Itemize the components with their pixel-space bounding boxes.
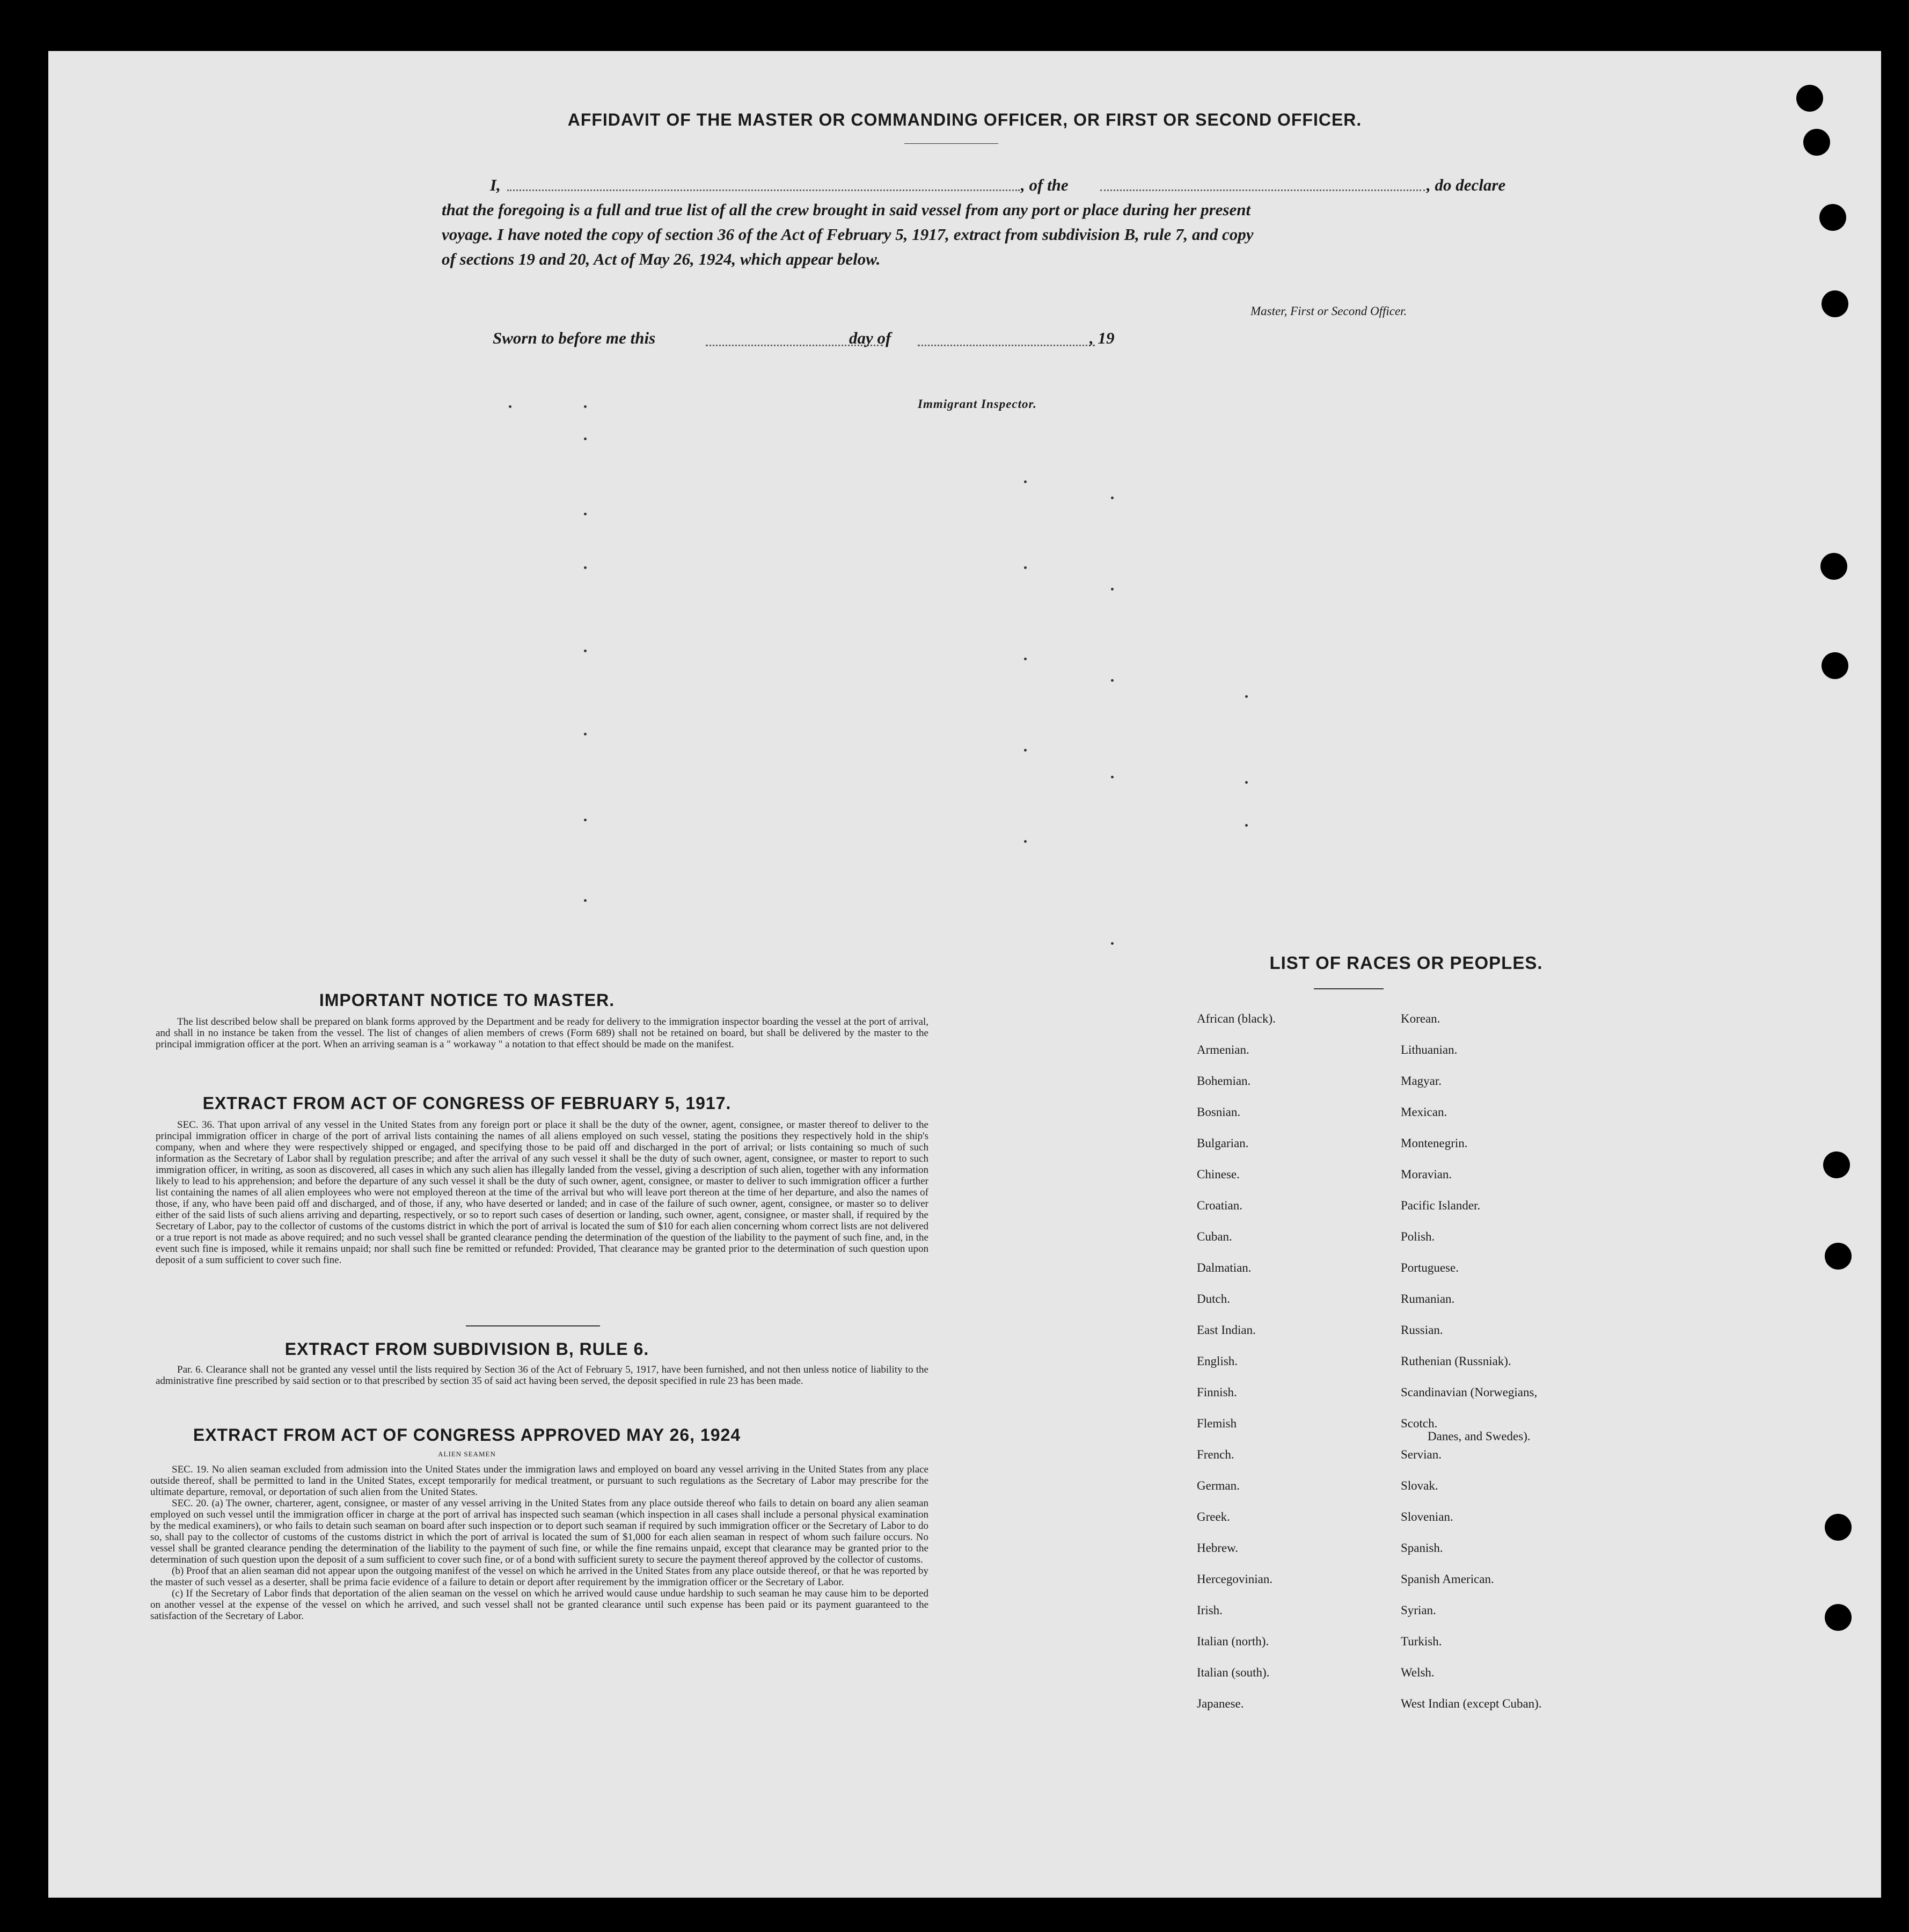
day-of-label: day of	[849, 329, 891, 347]
race-item: Chinese.	[1197, 1168, 1240, 1181]
race-item: Mexican.	[1401, 1105, 1447, 1119]
scan-mark	[1111, 679, 1114, 682]
binder-hole	[1796, 85, 1823, 112]
race-item: French.	[1197, 1448, 1234, 1461]
race-item: German.	[1197, 1479, 1240, 1492]
race-item: Magyar.	[1401, 1074, 1442, 1088]
year-label: , 19	[1089, 329, 1115, 347]
race-item: Syrian.	[1401, 1603, 1436, 1617]
race-item: Korean.	[1401, 1012, 1440, 1025]
subdivision-b-title: EXTRACT FROM SUBDIVISION B, RULE 6.	[284, 1339, 649, 1359]
affidavit-title-rule	[904, 143, 998, 144]
extract-1917-title: EXTRACT FROM ACT OF CONGRESS OF FEBRUARY 5, 1917.	[202, 1093, 732, 1113]
race-item: Italian (north).	[1197, 1635, 1269, 1648]
race-item: East Indian.	[1197, 1323, 1256, 1337]
races-title-rule	[1314, 988, 1384, 989]
race-item: Scotch.	[1401, 1417, 1438, 1430]
race-item: Pacific Islander.	[1401, 1199, 1481, 1212]
race-item: Armenian.	[1197, 1043, 1249, 1056]
scan-mark	[584, 405, 587, 408]
binder-hole	[1820, 553, 1847, 580]
sec-20c-paragraph: (c) If the Secretary of Labor finds that deportation of the alien seaman on the vessel on which he arrived would cause undue hardship to such seaman he may cause him to be deported on another vessel at the expense of the vessel on which he arrived, and such vessel shall not be granted clearance until such expense has been paid or its payment guaranteed to the satisfaction of the Secretary of Labor.	[150, 1588, 928, 1622]
affidavit-title: AFFIDAVIT OF THE MASTER OR COMMANDING OFFICER, OR FIRST OR SECOND OFFICER.	[567, 110, 1362, 129]
scan-mark	[1024, 749, 1027, 752]
races-left-column	[1197, 1012, 1276, 1728]
scan-mark	[1111, 588, 1114, 590]
race-item: Dalmatian.	[1197, 1261, 1252, 1274]
binder-hole	[1825, 1243, 1852, 1270]
scan-mark	[1024, 658, 1027, 660]
race-item: Rumanian.	[1401, 1292, 1455, 1306]
affidavit-line-2: that the foregoing is a full and true list of all the crew brought in said vessel from any port or place during her present	[442, 200, 1251, 219]
race-item: West Indian (except Cuban).	[1401, 1697, 1542, 1710]
race-item: Hercegovinian.	[1197, 1572, 1273, 1586]
race-item: Ruthenian (Russniak).	[1401, 1354, 1511, 1368]
affidavit-vessel-blank[interactable]	[1100, 189, 1425, 191]
scan-mark	[1111, 776, 1114, 778]
race-item: Turkish.	[1401, 1635, 1442, 1648]
race-item: Hebrew.	[1197, 1541, 1239, 1555]
alien-seamen-subtitle: ALIEN SEAMEN	[438, 1450, 496, 1458]
race-item: Portuguese.	[1401, 1261, 1459, 1274]
scan-mark	[509, 405, 511, 408]
binder-hole	[1822, 652, 1848, 679]
sworn-month-blank[interactable]	[918, 345, 1095, 346]
scan-mark	[584, 733, 587, 735]
scan-mark	[1024, 840, 1027, 843]
sec-20a-paragraph: SEC. 20. (a) The owner, charterer, agent, consignee, or master of any vessel arriving in the United States from any place outside thereof who fails to detain on board any alien seaman employed on such vessel until the immigration officer in charge at the port of arrival has inspected such seaman (which inspection in all cases shall include a personal physical examination by the medical examiners), or who fails to detain such seaman on board after such inspection or to deport such seaman if required by such immigration officer or the Secretary of Labor to do so, shall pay to the collector of customs of the customs district in which the port of arrival is located the sum of $1,000 for each alien seaman in respect of whom such failure occurs. No vessel shall be granted clearance pending the determination of the liability to the payment of such fine, or while the fine remains unpaid, except that clearance may be granted prior to the determination of such question upon the deposit of a sum sufficient to cover such fine, or of a bond with sufficient surety to secure the payment thereof approved by the collector of customs.	[150, 1498, 928, 1565]
race-item: Servian.	[1401, 1448, 1442, 1461]
binder-hole	[1823, 1151, 1850, 1178]
race-item: Croatian.	[1197, 1199, 1242, 1212]
race-item: Japanese.	[1197, 1697, 1244, 1710]
race-item: Scandinavian (Norwegians,	[1401, 1386, 1538, 1399]
scan-mark	[584, 899, 587, 902]
race-item: Cuban.	[1197, 1230, 1232, 1243]
race-item: Irish.	[1197, 1603, 1223, 1617]
binder-hole	[1825, 1604, 1852, 1631]
sworn-label: Sworn to before me this	[493, 329, 656, 347]
extract-1924-title: EXTRACT FROM ACT OF CONGRESS APPROVED MAY 26, 1924	[193, 1425, 741, 1445]
race-item: Spanish.	[1401, 1541, 1443, 1555]
scan-mark	[1111, 942, 1114, 945]
race-item: Montenegrin.	[1401, 1136, 1468, 1150]
extract-1917-rule	[466, 1325, 600, 1326]
notice-text	[156, 1016, 928, 1050]
affidavit-line-3: voyage. I have noted the copy of section 36 of the Act of February 5, 1917, extract from subdivision B, rule 7, and copy	[442, 225, 1254, 244]
race-item: Lithuanian.	[1401, 1043, 1458, 1056]
inspector-caption: Immigrant Inspector.	[918, 397, 1037, 411]
sec-36-paragraph: SEC. 36. That upon arrival of any vessel in the United States from any foreign port or place it shall be the duty of the owner, agent, consignee, or master thereof to deliver to the principal immigration officer in charge of the port of arrival lists containing the names of all aliens employed on such vessel, stating the positions they respectively hold in the ship's company, when and where they were respectively shipped or engaged, and specifying those to be paid off and discharged in the port of arrival; or lists containing so much of such information as the Secretary of Labor shall by regulation prescribe; and after the arrival of any such vessel it shall be the duty of such owner, agent, consignee, or master to report to such immigration officer, in writing, as soon as discovered, all cases in which any such alien has illegally landed from the vessel, giving a description of such alien, together with any information likely to lead to his apprehension; and before the departure of any such vessel it shall be the duty of such owner, agent, consignee, or master to deliver to such immigration officer a further list containing the names of all alien employees who were not employed thereon at the time of the arrival but who will leave port thereon at the time of her departure, and also the names of those, if any, who have been paid off and discharged, and of those, if any, who have deserted or landed; and in case of the failure of such owner, agent, consignee, or master so to deliver either of the said lists of such aliens arriving and departing, respectively, or so to report such cases of desertion or landing, such owner, agent, consignee, or master shall, if required by the Secretary of Labor, pay to the collector of customs of the customs district in which the port of arrival is located the sum of $10 for each alien concerning whom correct lists are not delivered or a true report is not made as above required; and no such vessel shall be granted clearance pending the determination of the question of the liability to the payment of such fine, and, in the event such fine is imposed, while it remains unpaid; nor shall such fine be remitted or refunded: Provided, That clearance may be granted prior to the determination of such question upon deposit of a sum sufficient to cover such fine.	[156, 1119, 928, 1266]
race-item: Moravian.	[1401, 1168, 1452, 1181]
races-title: LIST OF RACES OR PEOPLES.	[1269, 953, 1543, 973]
par-6-paragraph: Par. 6. Clearance shall not be granted any vessel until the lists required by Section 36 of the Act of February 5, 1917, have been furnished, and not then unless notice of liability to the administrative fine prescribed by said section or to that prescribed by section 35 of said act having been served, the deposit specified in rule 23 has been made.	[156, 1364, 928, 1387]
race-item: Welsh.	[1401, 1666, 1435, 1679]
race-item: Flemish	[1197, 1417, 1237, 1430]
race-item: Spanish American.	[1401, 1572, 1494, 1586]
race-item: Slovenian.	[1401, 1510, 1453, 1523]
binder-hole	[1819, 204, 1846, 231]
scan-mark	[1024, 566, 1027, 569]
sec-19-paragraph: SEC. 19. No alien seaman excluded from admission into the United States under the immigration laws and employed on board any vessel arriving in the United States from any place outside thereof, shall be permitted to land in the United States, except temporarily for medical treatment, or pursuant to such regulations as the Secretary of Labor may prescribe for the ultimate departure, removal, or deportation of such alien from the United States.	[150, 1464, 928, 1498]
race-item: Italian (south).	[1197, 1666, 1270, 1679]
race-item: Dutch.	[1197, 1292, 1230, 1306]
extract-1917-text	[156, 1119, 928, 1266]
signature-caption: Master, First or Second Officer.	[1250, 304, 1407, 318]
binder-hole	[1825, 1514, 1852, 1541]
scan-mark	[1024, 480, 1027, 483]
race-item-continuation: Danes, and Swedes).	[1428, 1430, 1531, 1443]
race-item: Slovak.	[1401, 1479, 1438, 1492]
race-item: English.	[1197, 1354, 1238, 1368]
notice-title: IMPORTANT NOTICE TO MASTER.	[319, 990, 615, 1010]
scan-mark	[584, 566, 587, 569]
scan-mark	[584, 650, 587, 652]
binder-hole	[1822, 290, 1848, 317]
extract-1924-text	[150, 1464, 928, 1622]
races-right-column	[1401, 1012, 1542, 1728]
sec-20b-paragraph: (b) Proof that an alien seaman did not appear upon the outgoing manifest of the vessel on which he arrived in the United States from any place outside thereof, or that he was reported by the master of such vessel as a deserter, shall be prima facie evidence of a failure to detain or deport after requirement by the immigration officer or the Secretary of Labor.	[150, 1565, 928, 1588]
scan-mark	[584, 438, 587, 440]
race-item: Russian.	[1401, 1323, 1443, 1337]
scan-mark	[1111, 497, 1114, 499]
scan-mark	[584, 513, 587, 515]
subdivision-b-text	[156, 1364, 928, 1387]
race-item: Bulgarian.	[1197, 1136, 1249, 1150]
race-item: Finnish.	[1197, 1386, 1237, 1399]
race-item: Bosnian.	[1197, 1105, 1241, 1119]
race-item: Polish.	[1401, 1230, 1435, 1243]
scan-mark	[1245, 824, 1248, 827]
binder-hole	[1803, 129, 1830, 156]
affidavit-of-the-label: , of the	[1021, 176, 1069, 194]
race-item: Bohemian.	[1197, 1074, 1251, 1088]
affidavit-i-label: I,	[490, 176, 501, 194]
affidavit-do-declare-label: , do declare	[1427, 176, 1506, 194]
scan-mark	[1245, 695, 1248, 698]
form-sheet	[48, 51, 1881, 1898]
affidavit-name-blank[interactable]	[507, 189, 1020, 191]
scan-mark	[1245, 781, 1248, 784]
notice-paragraph: The list described below shall be prepared on blank forms approved by the Department and be ready for delivery to the immigration inspector boarding the vessel at the port of arrival, and shall in no instance be taken from the vessel. The list of changes of alien members of crews (Form 689) shall not be retained on board, but shall be delivered by the master to the principal immigration officer at the port. When an arriving seaman is a " workaway " a notation to that effect should be made on the manifest.	[156, 1016, 928, 1050]
affidavit-line-4: of sections 19 and 20, Act of May 26, 1924, which appear below.	[442, 250, 881, 268]
race-item: African (black).	[1197, 1012, 1276, 1025]
scan-mark	[584, 819, 587, 821]
race-item: Greek.	[1197, 1510, 1230, 1523]
